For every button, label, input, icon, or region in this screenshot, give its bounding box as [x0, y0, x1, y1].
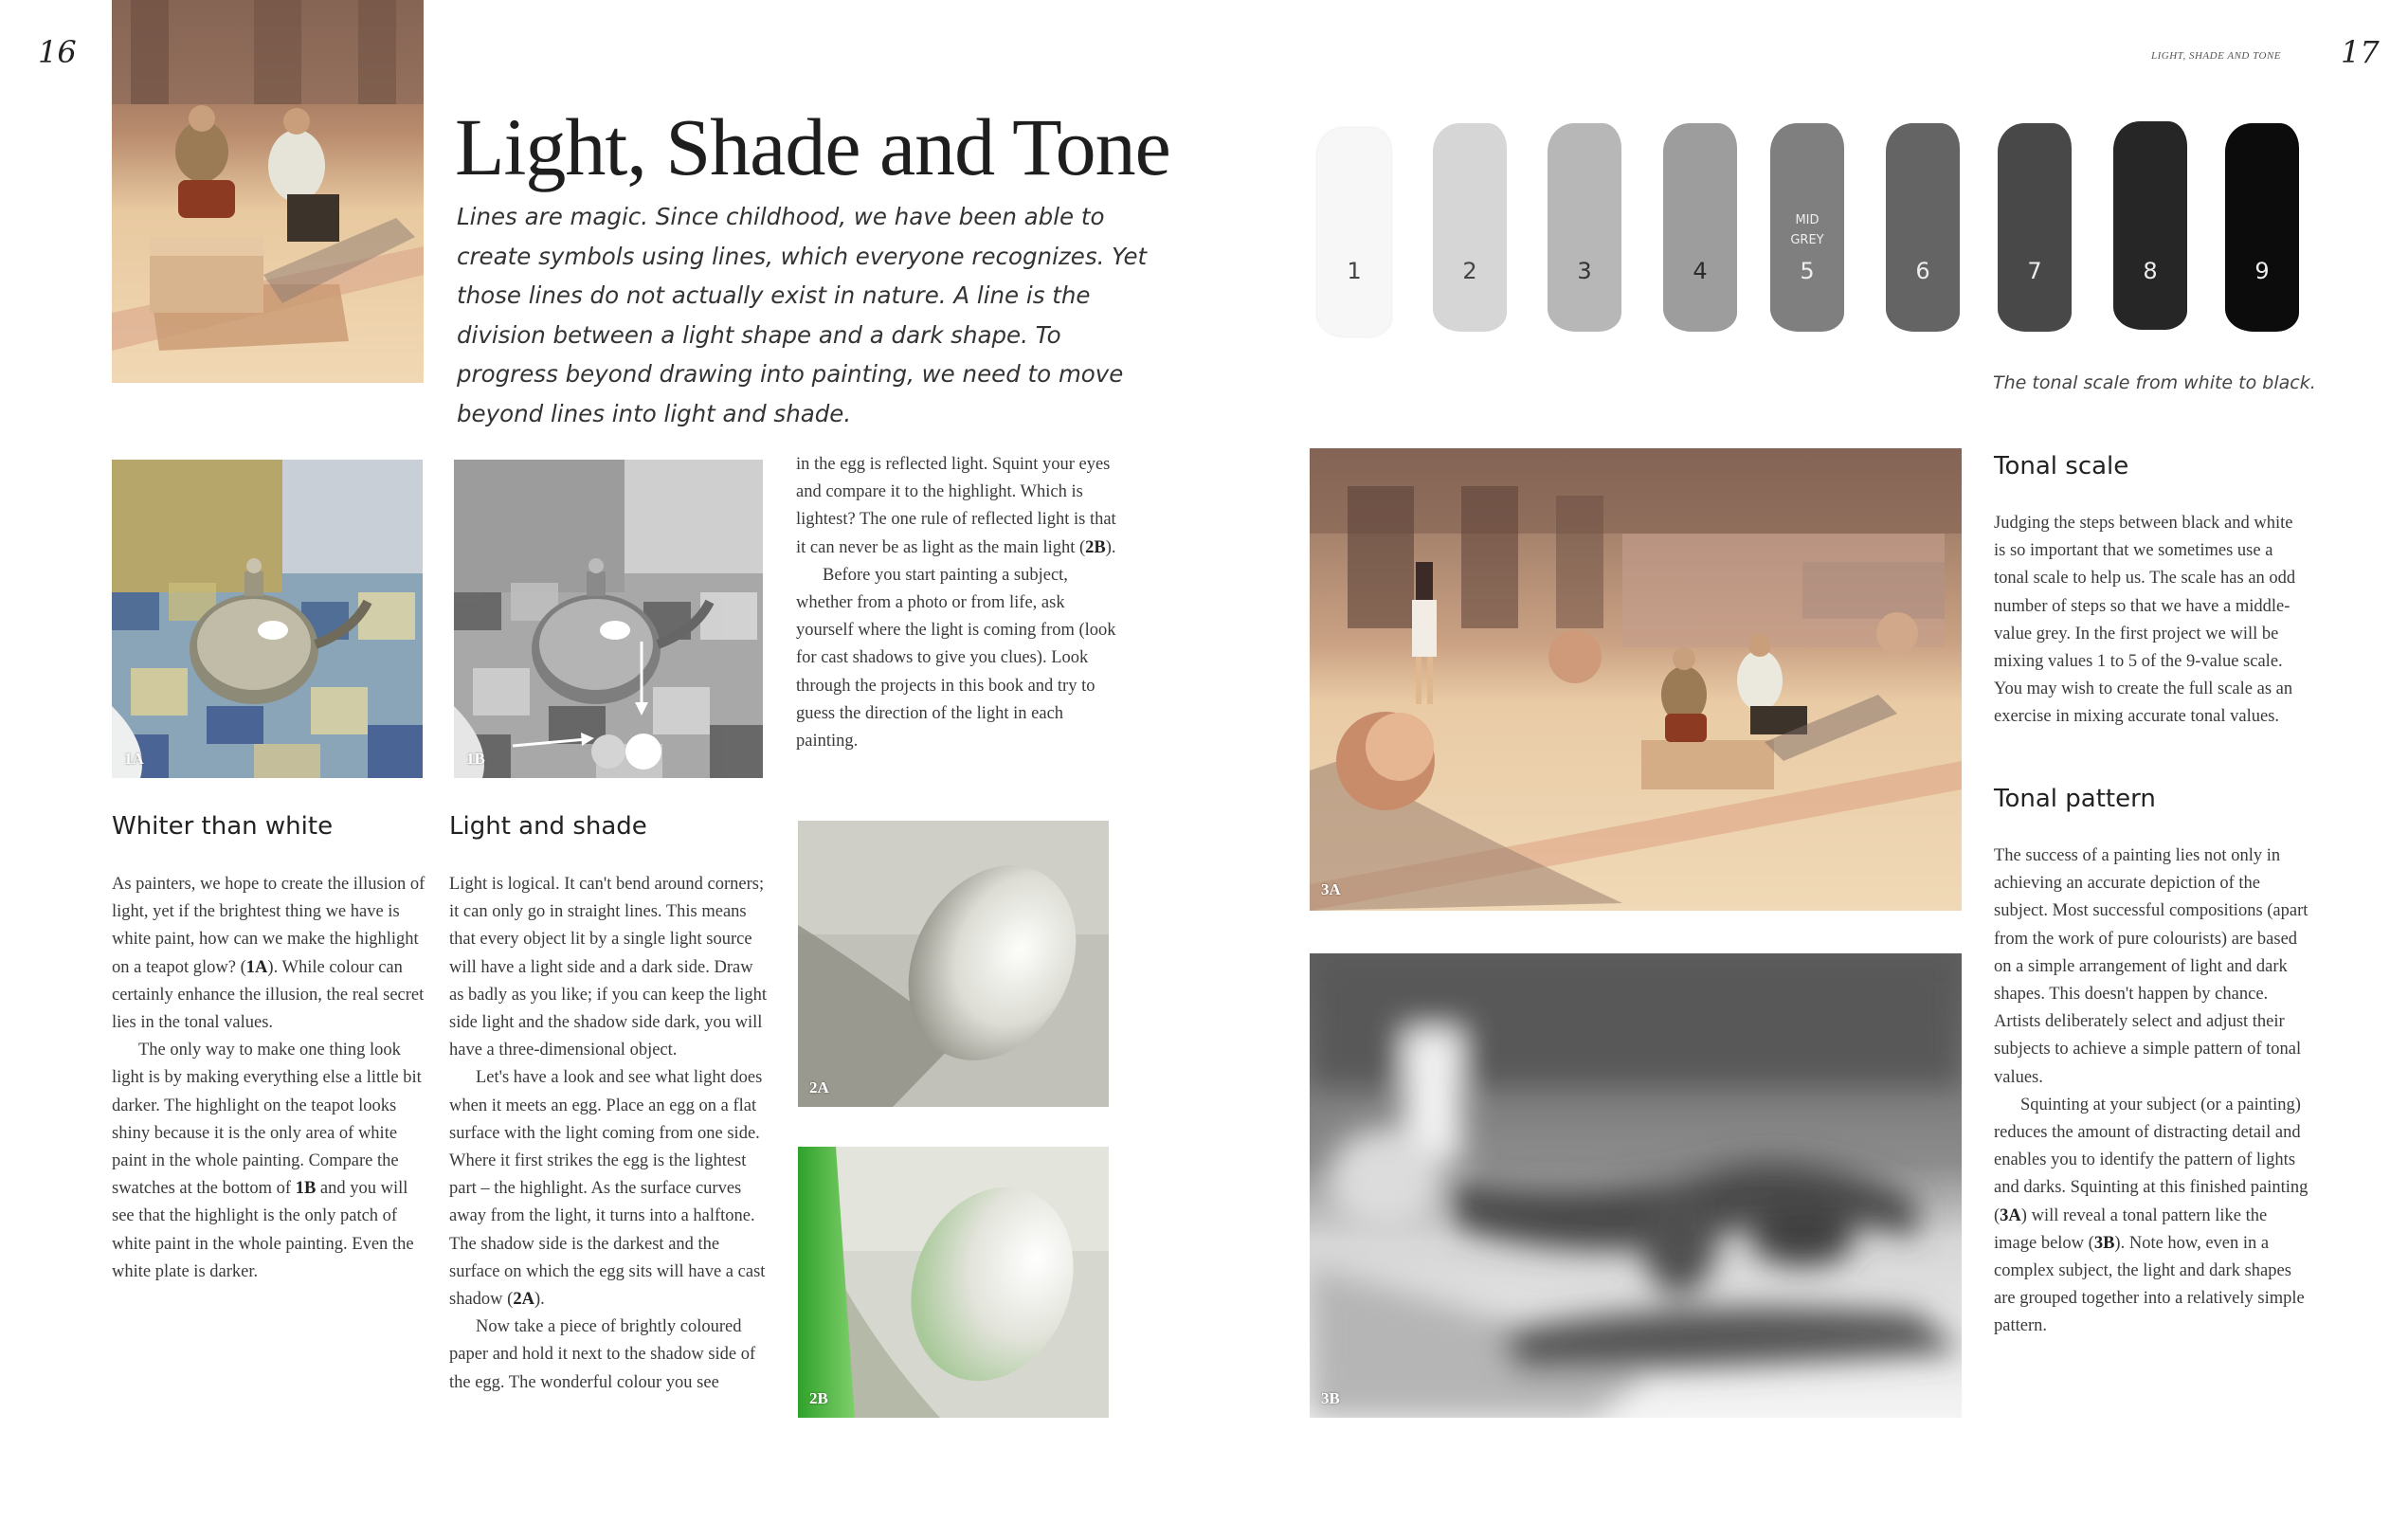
tonal-swatch-8 — [2113, 121, 2187, 330]
light-shade-paragraph-3: Now take a piece of brightly coloured paper and hold it next to the shadow side of the egg. The wonderful colour you see — [449, 1317, 756, 1392]
mid-grey-label-line2: GREY — [1790, 233, 1824, 247]
tonal-swatch-3 — [1548, 123, 1621, 332]
tonal-scale-paragraph: Judging the steps between black and white is so important that we sometimes use a tonal scale to help us. The scale has an odd number of steps so that we have a middle-value grey. In the first project we will be mixing values 1 to 5 of the 9-value scale. You may wish to create the full scale as an exercise in mixing accurate tonal values. — [1994, 514, 2296, 727]
egg-reflected-light-image — [798, 1147, 1109, 1418]
teapot-color-image — [112, 460, 423, 778]
figure-label-2b: 2B — [809, 1389, 828, 1407]
tonal-number-2: 2 — [1462, 258, 1477, 284]
tonal-number-7: 7 — [2027, 258, 2042, 284]
tonal-scale-heading: Tonal scale — [1994, 452, 2129, 480]
column3-paragraph-2: Before you start painting a subject, whether from a photo or from life, ask yourself where the light is coming from (look for cast shadows to give you clues). Look through the projects in this book and try to guess the direction of the light in each painting. — [796, 565, 1116, 752]
page-title: Light, Shade and Tone — [455, 101, 1170, 192]
header-painting-image — [112, 0, 424, 383]
tonal-number-9: 9 — [2254, 258, 2270, 284]
tonal-swatch-6 — [1886, 123, 1960, 332]
whiter-than-white-text — [112, 871, 434, 1286]
column3-text — [796, 451, 1118, 755]
tonal-number-3: 3 — [1577, 258, 1592, 284]
figure-label-1a: 1A — [124, 750, 144, 768]
tonal-number-5: 5 — [1800, 258, 1815, 284]
tonal-number-4: 4 — [1693, 258, 1708, 284]
tonal-number-8: 8 — [2143, 258, 2158, 284]
whiter-than-white-heading: Whiter than white — [112, 812, 334, 841]
page-number-right: 17 — [2341, 34, 2380, 70]
figure-label-1b: 1B — [466, 750, 485, 768]
light-shade-paragraph-1: Light is logical. It can't bend around corners; it can only go in straight lines. This means that every object lit by a single light source will have a light side and a dark side. Draw as badly as you like; if you can keep the light side light and the shadow side dark, you will have a three-dimensional object. — [449, 875, 767, 1060]
whiter-paragraph-2: The only way to make one thing look light is by making everything else a little bit darker. The highlight on the teapot looks shiny because it is the only area of white paint in the whole painting. Compare the swatches at the bottom of 1B and you will see that the highlight is the only patch of white paint in the whole painting. Even the white plate is darker. — [112, 1041, 422, 1281]
tonal-scale-text — [1994, 510, 2307, 732]
figure-label-2a: 2A — [809, 1078, 829, 1096]
whiter-paragraph-1: As painters, we hope to create the illusion of light, yet if the brightest thing we have is white paint, how can we make the highlight on a teapot glow? (1A). While colour can certainly enhance the illusion, the real secret lies in the tonal values. — [112, 875, 425, 1033]
tonal-swatch-4 — [1663, 123, 1737, 332]
light-and-shade-heading: Light and shade — [449, 812, 647, 841]
intro-paragraph: Lines are magic. Since childhood, we have been able to create symbols using lines, which everyone recognizes. Yet those lines do not actually exist in nature. A line is the division between a light shape and a dark shape. To progress beyond drawing into painting, we need to move beyond lines into light and shade. — [457, 203, 1148, 427]
tonal-pattern-paragraph-1: The success of a painting lies not only in achieving an accurate depiction of the subject. Most successful compositions (apart from the work of pure colourists) are based on a simple arrangement of light and dark shapes. This doesn't happen by chance. Artists deliberately select and adjust their subjects to achieve a simple pattern of tonal values. — [1994, 846, 2308, 1087]
figure-label-3b: 3B — [1321, 1389, 1340, 1407]
tonal-swatch-7 — [1998, 123, 2072, 332]
tonal-number-1: 1 — [1347, 258, 1362, 284]
figure-label-3a: 3A — [1321, 880, 1341, 898]
running-head: LIGHT, SHADE AND TONE — [2151, 50, 2282, 62]
mid-grey-label-line1: MID — [1795, 213, 1820, 227]
tonal-number-6: 6 — [1915, 258, 1930, 284]
light-and-shade-text — [449, 871, 771, 1397]
mid-grey-label — [1770, 210, 1844, 250]
teapot-grayscale-image — [454, 460, 763, 778]
plaza-painting-image — [1310, 448, 1962, 911]
page-number-left: 16 — [38, 34, 77, 70]
tonal-scale-caption: The tonal scale from white to black. — [1993, 372, 2316, 393]
tonal-pattern-heading: Tonal pattern — [1994, 785, 2156, 813]
tonal-swatch-2 — [1433, 123, 1507, 332]
tonal-swatch-1 — [1317, 128, 1391, 336]
tonal-pattern-image — [1310, 953, 1962, 1418]
egg-shadow-image — [798, 821, 1109, 1107]
tonal-pattern-text — [1994, 842, 2311, 1341]
tonal-pattern-paragraph-2: Squinting at your subject (or a painting) reduces the amount of distracting detail and enables you to identify the pattern of lights and darks. Squinting at this finished painting (3A) will reveal a tonal pattern like the image below (3B). Note how, even in a complex subject, the light and dark shapes are grouped together into a relatively simple pattern. — [1994, 1095, 2308, 1336]
tonal-swatch-9 — [2225, 123, 2299, 332]
column3-paragraph-1: in the egg is reflected light. Squint your eyes and compare it to the highlight. Which is lightest? The one rule of reflected light is that it can never be as light as the main light (2B). — [796, 455, 1116, 557]
light-shade-paragraph-2: Let's have a look and see what light does when it meets an egg. Place an egg on a flat surface with the light coming from one side. Where it first strikes the egg is the lightest part – the highlight. As the surface curves away from the light, it turns into a halftone. The shadow side is the darkest and the surface on which the egg sits will have a cast shadow (2A). — [449, 1068, 766, 1310]
